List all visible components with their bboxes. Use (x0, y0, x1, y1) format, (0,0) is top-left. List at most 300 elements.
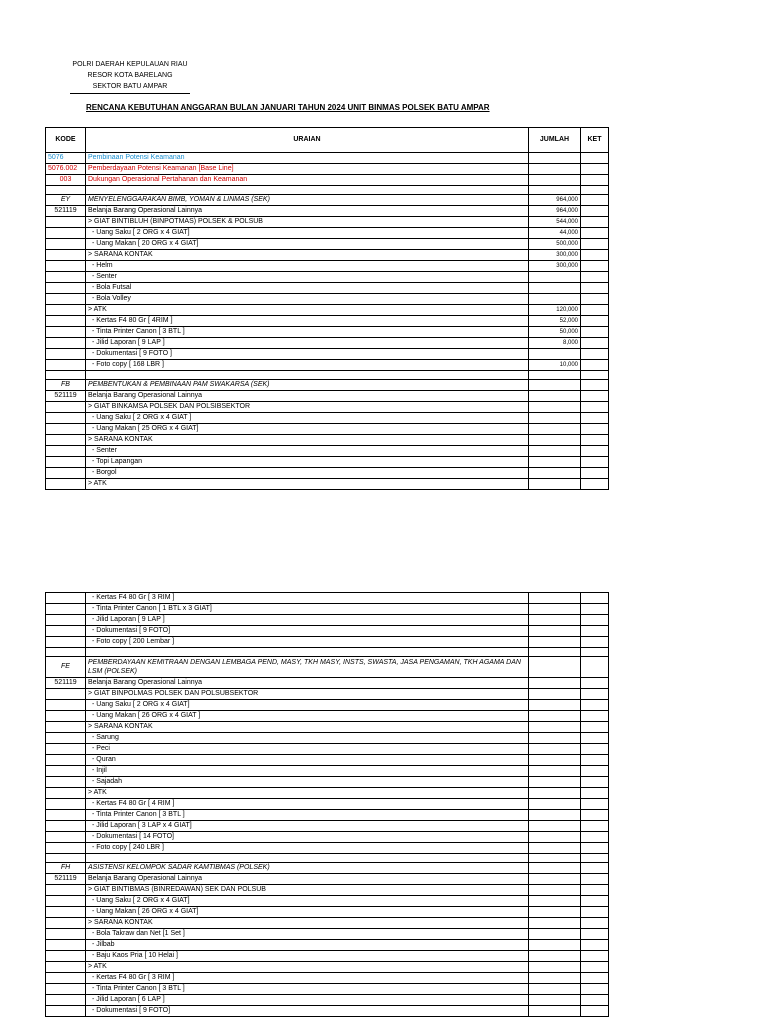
cell-jumlah (529, 391, 581, 402)
table-row (46, 446, 609, 457)
cell-ket (581, 228, 609, 239)
table-row (46, 810, 609, 821)
cell-uraian: - Senter (86, 446, 529, 457)
cell-jumlah (529, 810, 581, 821)
cell-kode (46, 984, 86, 995)
letterhead-line-2: RESOR KOTA BARELANG (87, 72, 173, 79)
cell-ket (581, 435, 609, 446)
cell-jumlah (529, 186, 581, 195)
cell-ket (581, 338, 609, 349)
cell-kode: 003 (46, 175, 86, 186)
table-row (46, 468, 609, 479)
cell-uraian: ASISTENSI KELOMPOK SADAR KAMTIBMAS (POLSEK) (86, 863, 529, 874)
cell-ket (581, 885, 609, 896)
cell-ket (581, 962, 609, 973)
cell-uraian: - Kertas F4 80 Gr [ 3 RIM ] (86, 593, 529, 604)
cell-jumlah (529, 863, 581, 874)
table-row (46, 391, 609, 402)
cell-jumlah (529, 885, 581, 896)
cell-kode (46, 810, 86, 821)
cell-uraian (86, 854, 529, 863)
cell-ket (581, 413, 609, 424)
cell-uraian: - Helm (86, 261, 529, 272)
cell-jumlah (529, 907, 581, 918)
cell-ket (581, 799, 609, 810)
cell-kode (46, 1006, 86, 1017)
cell-kode (46, 832, 86, 843)
cell-jumlah (529, 637, 581, 648)
cell-jumlah (529, 615, 581, 626)
cell-uraian: > GIAT BINKAMSA POLSEK DAN POLSIBSEKTOR (86, 402, 529, 413)
cell-uraian: - Tinta Printer Canon [ 3 BTL ] (86, 810, 529, 821)
cell-ket (581, 175, 609, 186)
cell-uraian: - Topi Lapangan (86, 457, 529, 468)
cell-kode (46, 604, 86, 615)
cell-uraian: > ATK (86, 479, 529, 490)
cell-ket (581, 700, 609, 711)
table-row (46, 604, 609, 615)
cell-jumlah (529, 349, 581, 360)
cell-kode (46, 951, 86, 962)
cell-uraian: - Kertas F4 80 Gr [ 3 RIM ] (86, 973, 529, 984)
cell-jumlah (529, 755, 581, 766)
cell-kode (46, 918, 86, 929)
cell-uraian: MENYELENGGARAKAN BIMB, YOMAN & LINMAS (SEK) (86, 195, 529, 206)
cell-jumlah: 8,000 (529, 338, 581, 349)
cell-uraian: - Borgol (86, 468, 529, 479)
cell-jumlah (529, 995, 581, 1006)
cell-kode (46, 626, 86, 637)
table-row (46, 294, 609, 305)
cell-kode: 521119 (46, 206, 86, 217)
cell-uraian: Dukungan Operasional Pertahanan dan Keamanan (86, 175, 529, 186)
cell-kode (46, 479, 86, 490)
table-row (46, 689, 609, 700)
cell-ket (581, 250, 609, 261)
cell-jumlah (529, 896, 581, 907)
table-row (46, 951, 609, 962)
cell-ket (581, 294, 609, 305)
cell-kode (46, 788, 86, 799)
cell-ket (581, 261, 609, 272)
cell-uraian: - Peci (86, 744, 529, 755)
cell-kode (46, 186, 86, 195)
table-row (46, 929, 609, 940)
document-title: RENCANA KEBUTUHAN ANGGARAN BULAN JANUARI TAHUN 2024 UNIT BINMAS POLSEK BATU AMPAR (86, 103, 490, 112)
cell-ket (581, 678, 609, 689)
table-row (46, 479, 609, 490)
cell-jumlah (529, 722, 581, 733)
table-row (46, 984, 609, 995)
cell-kode (46, 766, 86, 777)
cell-ket (581, 316, 609, 327)
cell-ket (581, 722, 609, 733)
cell-kode: 5076.002 (46, 164, 86, 175)
cell-kode (46, 283, 86, 294)
table-row (46, 918, 609, 929)
table-row (46, 615, 609, 626)
cell-ket (581, 360, 609, 371)
table-row (46, 711, 609, 722)
cell-uraian: - Foto copy [ 168 LBR ] (86, 360, 529, 371)
cell-ket (581, 206, 609, 217)
cell-ket (581, 832, 609, 843)
cell-kode: FH (46, 863, 86, 874)
table-row (46, 832, 609, 843)
cell-jumlah (529, 164, 581, 175)
cell-kode (46, 424, 86, 435)
cell-ket (581, 371, 609, 380)
cell-ket (581, 689, 609, 700)
table-row (46, 371, 609, 380)
table-row (46, 854, 609, 863)
cell-kode (46, 700, 86, 711)
cell-ket (581, 657, 609, 678)
cell-uraian: - Foto copy [ 200 Lembar ] (86, 637, 529, 648)
cell-uraian: - Uang Makan [ 25 ORG x 4 GIAT] (86, 424, 529, 435)
cell-uraian: Pembinaan Potensi Keamanan (86, 153, 529, 164)
table-row (46, 402, 609, 413)
cell-ket (581, 755, 609, 766)
cell-jumlah (529, 799, 581, 810)
cell-jumlah (529, 272, 581, 283)
cell-jumlah (529, 744, 581, 755)
column-header-kode: KODE (46, 128, 86, 153)
cell-jumlah (529, 413, 581, 424)
table-row (46, 195, 609, 206)
letterhead-line-3: SEKTOR BATU AMPAR (92, 83, 168, 90)
cell-kode (46, 261, 86, 272)
cell-ket (581, 272, 609, 283)
cell-kode (46, 349, 86, 360)
cell-ket (581, 217, 609, 228)
cell-jumlah (529, 678, 581, 689)
cell-kode (46, 711, 86, 722)
cell-kode (46, 402, 86, 413)
cell-kode (46, 615, 86, 626)
table-row (46, 250, 609, 261)
table-row (46, 843, 609, 854)
table-row (46, 338, 609, 349)
cell-ket (581, 327, 609, 338)
cell-uraian: > SARANA KONTAK (86, 918, 529, 929)
cell-jumlah (529, 593, 581, 604)
cell-jumlah: 964,000 (529, 195, 581, 206)
table-row (46, 360, 609, 371)
cell-kode: 5076 (46, 153, 86, 164)
cell-uraian: > SARANA KONTAK (86, 722, 529, 733)
cell-jumlah (529, 962, 581, 973)
table-row (46, 175, 609, 186)
cell-ket (581, 821, 609, 832)
table-row (46, 239, 609, 250)
cell-kode (46, 854, 86, 863)
cell-uraian: Belanja Barang Operasional Lainnya (86, 206, 529, 217)
cell-jumlah (529, 788, 581, 799)
cell-uraian: - Sajadah (86, 777, 529, 788)
table-row (46, 766, 609, 777)
table-row (46, 217, 609, 228)
cell-ket (581, 153, 609, 164)
cell-uraian: - Bola Volley (86, 294, 529, 305)
cell-kode (46, 239, 86, 250)
cell-jumlah: 300,000 (529, 250, 581, 261)
cell-uraian: - Injil (86, 766, 529, 777)
cell-kode (46, 250, 86, 261)
cell-uraian: - Jilid Laporan [ 9 LAP ] (86, 615, 529, 626)
cell-ket (581, 766, 609, 777)
cell-kode (46, 744, 86, 755)
table-row (46, 940, 609, 951)
cell-kode (46, 316, 86, 327)
cell-uraian: > SARANA KONTAK (86, 435, 529, 446)
table-row (46, 788, 609, 799)
table-row (46, 186, 609, 195)
cell-ket (581, 349, 609, 360)
table-row (46, 799, 609, 810)
cell-jumlah (529, 854, 581, 863)
cell-kode (46, 885, 86, 896)
cell-kode (46, 457, 86, 468)
cell-ket (581, 626, 609, 637)
cell-ket (581, 380, 609, 391)
table-row (46, 777, 609, 788)
cell-jumlah (529, 657, 581, 678)
cell-ket (581, 918, 609, 929)
cell-ket (581, 457, 609, 468)
cell-kode (46, 413, 86, 424)
cell-ket (581, 615, 609, 626)
cell-ket (581, 863, 609, 874)
cell-kode (46, 733, 86, 744)
cell-uraian: - Sarung (86, 733, 529, 744)
cell-ket (581, 593, 609, 604)
cell-uraian: - Uang Makan [ 26 ORG x 4 GIAT ] (86, 711, 529, 722)
cell-kode (46, 217, 86, 228)
cell-kode (46, 896, 86, 907)
cell-kode (46, 468, 86, 479)
table-row (46, 435, 609, 446)
cell-uraian (86, 371, 529, 380)
table-row (46, 733, 609, 744)
cell-jumlah (529, 175, 581, 186)
cell-jumlah (529, 294, 581, 305)
cell-uraian: - Jilid Laporan [ 9 LAP ] (86, 338, 529, 349)
cell-ket (581, 874, 609, 885)
cell-ket (581, 604, 609, 615)
cell-uraian: Belanja Barang Operasional Lainnya (86, 391, 529, 402)
cell-ket (581, 468, 609, 479)
cell-ket (581, 854, 609, 863)
table-row (46, 874, 609, 885)
cell-uraian: Pemberdayaan Potensi Keamanan [Base Line] (86, 164, 529, 175)
table-row (46, 896, 609, 907)
cell-jumlah (529, 604, 581, 615)
cell-jumlah (529, 626, 581, 637)
cell-kode (46, 294, 86, 305)
cell-jumlah (529, 1006, 581, 1017)
cell-kode (46, 907, 86, 918)
cell-jumlah (529, 468, 581, 479)
cell-jumlah (529, 424, 581, 435)
column-header-jumlah: JUMLAH (529, 128, 581, 153)
cell-jumlah (529, 700, 581, 711)
cell-jumlah (529, 821, 581, 832)
cell-uraian: - Dokumentasi [ 9 FOTO] (86, 626, 529, 637)
cell-kode (46, 371, 86, 380)
cell-uraian: - Kertas F4 80 Gr [ 4RIM ] (86, 316, 529, 327)
cell-kode: FB (46, 380, 86, 391)
cell-uraian (86, 186, 529, 195)
column-header-ket: KET (581, 128, 609, 153)
cell-ket (581, 843, 609, 854)
cell-uraian: - Bola Takraw dan Net [1 Set ] (86, 929, 529, 940)
cell-jumlah (529, 380, 581, 391)
cell-ket (581, 446, 609, 457)
cell-ket (581, 907, 609, 918)
table-row (46, 678, 609, 689)
cell-uraian: Belanja Barang Operasional Lainnya (86, 678, 529, 689)
cell-ket (581, 744, 609, 755)
table-row (46, 863, 609, 874)
cell-jumlah (529, 711, 581, 722)
cell-jumlah (529, 283, 581, 294)
cell-ket (581, 984, 609, 995)
cell-ket (581, 896, 609, 907)
cell-uraian: - Tinta Printer Canon [ 3 BTL ] (86, 327, 529, 338)
table-row (46, 995, 609, 1006)
cell-uraian: - Tinta Printer Canon [ 1 BTL x 3 GIAT] (86, 604, 529, 615)
cell-ket (581, 195, 609, 206)
cell-jumlah (529, 951, 581, 962)
table-row (46, 424, 609, 435)
cell-kode (46, 228, 86, 239)
table-row (46, 755, 609, 766)
cell-kode (46, 973, 86, 984)
cell-ket (581, 711, 609, 722)
table-row (46, 744, 609, 755)
cell-kode (46, 755, 86, 766)
table-row (46, 164, 609, 175)
cell-jumlah (529, 457, 581, 468)
cell-jumlah (529, 973, 581, 984)
cell-ket (581, 479, 609, 490)
cell-jumlah: 50,000 (529, 327, 581, 338)
cell-kode (46, 446, 86, 457)
cell-jumlah: 964,000 (529, 206, 581, 217)
table-row (46, 657, 609, 678)
table-row (46, 907, 609, 918)
cell-uraian: - Uang Saku [ 2 ORG x 4 GIAT] (86, 896, 529, 907)
cell-ket (581, 733, 609, 744)
cell-kode (46, 338, 86, 349)
cell-jumlah: 544,000 (529, 217, 581, 228)
cell-uraian: > ATK (86, 962, 529, 973)
table-row (46, 153, 609, 164)
cell-uraian: - Jilid Laporan [ 3 LAP x 4 GIAT] (86, 821, 529, 832)
cell-kode (46, 843, 86, 854)
cell-jumlah (529, 874, 581, 885)
cell-uraian: > GIAT BINPOLMAS POLSEK DAN POLSUBSEKTOR (86, 689, 529, 700)
cell-kode (46, 821, 86, 832)
cell-jumlah (529, 918, 581, 929)
cell-ket (581, 239, 609, 250)
table-row (46, 637, 609, 648)
table-header-row (46, 128, 609, 153)
table-row (46, 700, 609, 711)
cell-jumlah (529, 733, 581, 744)
cell-kode (46, 637, 86, 648)
cell-jumlah (529, 435, 581, 446)
cell-kode (46, 305, 86, 316)
cell-uraian: Belanja Barang Operasional Lainnya (86, 874, 529, 885)
letterhead-line-1: POLRI DAERAH KEPULAUAN RIAU (72, 61, 188, 68)
cell-jumlah (529, 843, 581, 854)
cell-kode (46, 962, 86, 973)
table-row (46, 380, 609, 391)
cell-uraian (86, 648, 529, 657)
cell-kode (46, 689, 86, 700)
cell-ket (581, 788, 609, 799)
cell-kode: 521119 (46, 391, 86, 402)
cell-ket (581, 305, 609, 316)
cell-jumlah (529, 479, 581, 490)
cell-uraian: - Baju Kaos Pria [ 10 Helai ] (86, 951, 529, 962)
cell-kode (46, 327, 86, 338)
cell-kode: 521119 (46, 874, 86, 885)
cell-jumlah (529, 832, 581, 843)
cell-uraian: - Jilid Laporan [ 6 LAP ] (86, 995, 529, 1006)
cell-uraian: - Foto copy [ 240 LBR ] (86, 843, 529, 854)
table-row (46, 327, 609, 338)
cell-uraian: - Senter (86, 272, 529, 283)
cell-jumlah: 10,000 (529, 360, 581, 371)
cell-jumlah (529, 689, 581, 700)
cell-uraian: - Dokumentasi [ 14 FOTO] (86, 832, 529, 843)
cell-jumlah (529, 648, 581, 657)
cell-kode (46, 648, 86, 657)
cell-jumlah (529, 371, 581, 380)
cell-kode (46, 360, 86, 371)
cell-ket (581, 929, 609, 940)
cell-ket (581, 940, 609, 951)
letterhead (60, 59, 200, 94)
cell-ket (581, 648, 609, 657)
letterhead-divider (70, 92, 190, 94)
cell-kode (46, 995, 86, 1006)
cell-ket (581, 283, 609, 294)
cell-uraian: > SARANA KONTAK (86, 250, 529, 261)
cell-ket (581, 424, 609, 435)
table-row (46, 261, 609, 272)
table-row (46, 316, 609, 327)
cell-ket (581, 164, 609, 175)
cell-jumlah (529, 940, 581, 951)
cell-ket (581, 810, 609, 821)
cell-uraian: - Dokumentasi [ 9 FOTO ] (86, 349, 529, 360)
cell-uraian: - Uang Makan [ 26 ORG x 4 GIAT] (86, 907, 529, 918)
cell-ket (581, 951, 609, 962)
cell-kode (46, 799, 86, 810)
budget-table-page-2 (45, 592, 609, 1017)
table-row (46, 821, 609, 832)
table-row (46, 1006, 609, 1017)
cell-uraian: PEMBERDAYAAN KEMITRAAN DENGAN LEMBAGA PEND, MASY, TKH MASY, INSTS, SWASTA, JASA PENGAMAN, TKH AGAMA DAN LSM (POLSEK) (86, 657, 529, 678)
table-row (46, 962, 609, 973)
cell-ket (581, 391, 609, 402)
table-row (46, 885, 609, 896)
table-row (46, 283, 609, 294)
